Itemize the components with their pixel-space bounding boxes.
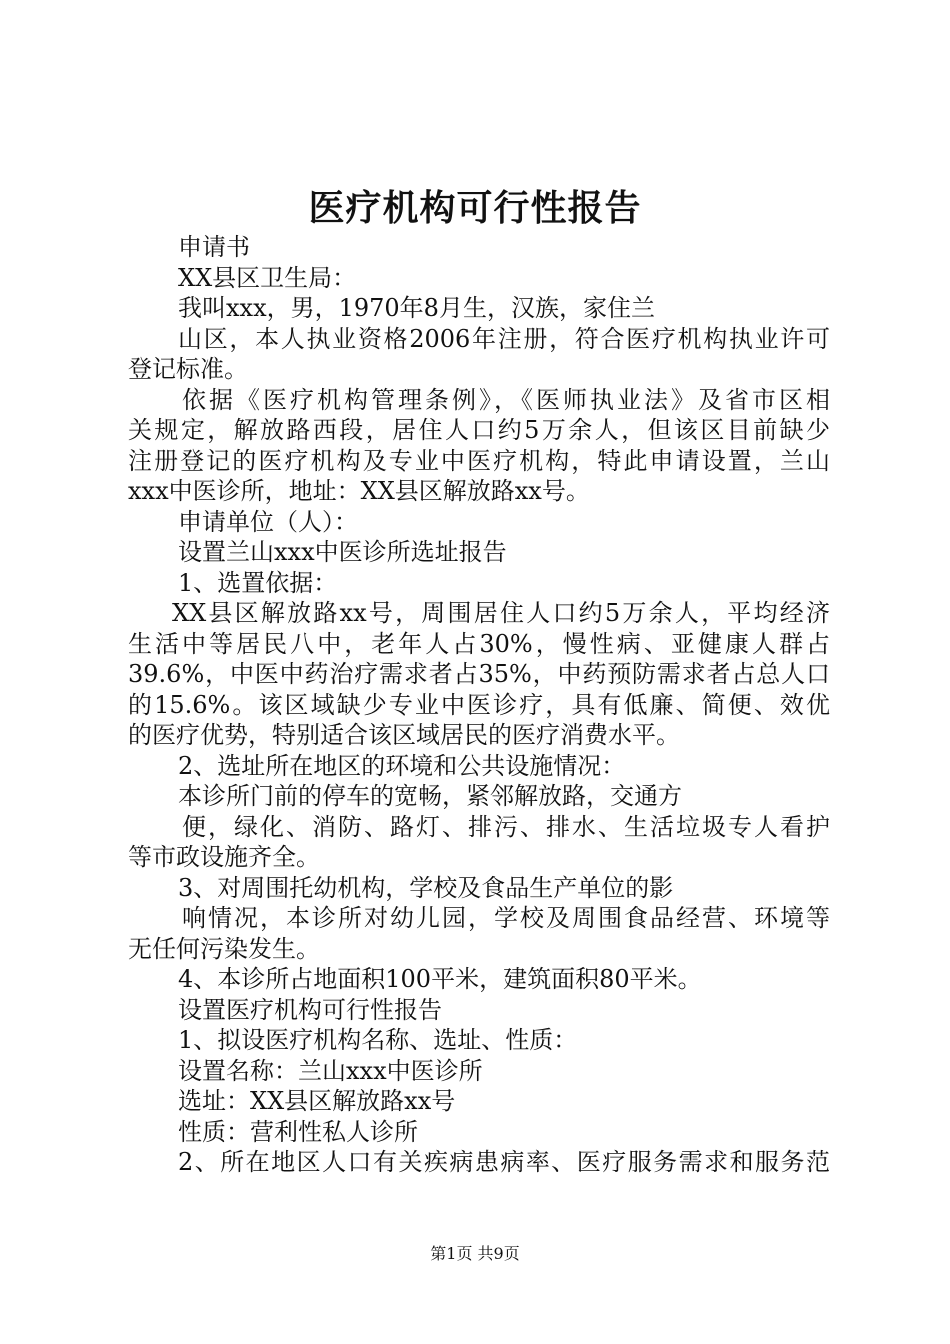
document-title: 医疗机构可行性报告	[308, 187, 642, 229]
document-body	[128, 232, 830, 1178]
text-line: XX县区卫生局：	[178, 263, 357, 292]
text-line: 注册登记的医疗机构及专业中医疗机构，特此申请设置，兰山	[128, 446, 830, 475]
text-line: 生活中等居民八中，老年人占30%，慢性病、亚健康人群占	[128, 629, 830, 658]
text-line: 选址：XX县区解放路xx号	[178, 1087, 456, 1115]
text-line: 无任何污染发生。	[128, 934, 320, 963]
text-line: 申请单位（人）：	[178, 507, 358, 536]
text-line: 设置兰山xxx中医诊所选址报告	[178, 538, 507, 566]
text-line: 设置医疗机构可行性报告	[178, 995, 442, 1024]
text-line: 1、选置依据：	[178, 568, 338, 597]
text-line: 4、本诊所占地面积100平米，建筑面积80平米。	[178, 965, 702, 993]
text-line: 便，绿化、消防、路灯、排污、排水、生活垃圾专人看护	[182, 812, 830, 841]
text-line: 我叫xxx，男，1970年8月生，汉族，家住兰	[178, 294, 655, 322]
text-line: 等市政设施齐全。	[128, 843, 320, 871]
text-line: 39.6%，中医中药治疗需求者占35%，中药预防需求者占总人口	[128, 660, 830, 688]
text-line: 性质：营利性私人诊所	[178, 1117, 418, 1146]
text-line: 申请书	[178, 233, 250, 261]
text-line: XX县区解放路xx号，周围居住人口约5万余人，平均经济	[172, 599, 830, 627]
text-line: 设置名称：兰山xxx中医诊所	[178, 1056, 483, 1085]
text-line: xxx中医诊所，地址：XX县区解放路xx号。	[128, 477, 590, 505]
text-line: 1、拟设医疗机构名称、选址、性质：	[178, 1026, 578, 1054]
text-line: 登记标准。	[128, 355, 248, 383]
text-line: 依据《医疗机构管理条例》，《医师执业法》及省市区相	[182, 385, 830, 414]
text-line: 的医疗优势，特别适合该区域居民的医疗消费水平。	[128, 721, 680, 749]
text-line: 2、选址所在地区的环境和公共设施情况：	[178, 751, 626, 780]
text-line: 3、对周围托幼机构，学校及食品生产单位的影	[178, 873, 674, 902]
page-footer: 第1页 共9页	[430, 1244, 520, 1263]
text-line: 山区，本人执业资格2006年注册，符合医疗机构执业许可	[178, 324, 830, 353]
text-line: 本诊所门前的停车的宽畅，紧邻解放路，交通方	[178, 782, 682, 810]
text-line: 2、所在地区人口有关疾病患病率、医疗服务需求和服务范	[178, 1148, 830, 1176]
text-line: 的15.6%。该区域缺少专业中医诊疗，具有低廉、简便、效优	[128, 690, 830, 719]
text-line: 关规定，解放路西段，居住人口约5万余人，但该区目前缺少	[128, 416, 830, 444]
text-line: 响情况，本诊所对幼儿园，学校及周围食品经营、环境等	[182, 904, 830, 932]
